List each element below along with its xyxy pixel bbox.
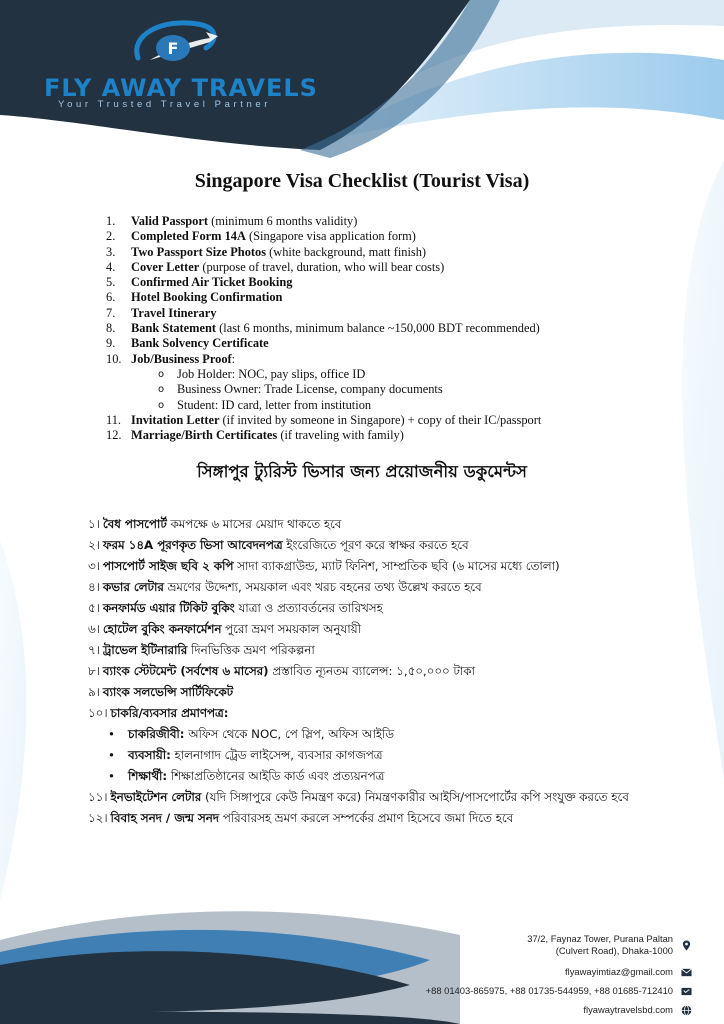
item-title: Job/Business Proof xyxy=(131,351,232,366)
contact-address xyxy=(426,933,692,957)
bangla-item-title: ব্যাংক সলভেন্সি সার্টিফিকেট xyxy=(102,685,234,699)
bangla-item-title: ইনভাইটেশন লেটার xyxy=(110,790,202,804)
checklist-item xyxy=(106,306,706,321)
checklist-item xyxy=(106,336,706,351)
bangla-item xyxy=(88,556,688,577)
checklist-subitem xyxy=(106,398,706,413)
checklist-subitem xyxy=(106,382,706,397)
brand-name: FLY AWAY TRAVELS xyxy=(44,74,318,102)
item-text xyxy=(131,352,235,367)
bangla-item-title: হোটেল বুকিং কনফার্মেশন xyxy=(102,622,222,636)
email-icon xyxy=(681,967,692,978)
bangla-item xyxy=(88,661,688,682)
item-text xyxy=(131,306,216,321)
bangla-item xyxy=(88,535,688,556)
bangla-item-title: কভার লেটার xyxy=(102,580,164,594)
globe-icon xyxy=(681,1005,692,1016)
item-title: Valid Passport xyxy=(131,214,208,228)
item-title: Cover Letter xyxy=(131,259,200,274)
subitem-text: Job Holder: NOC, pay slips, office ID xyxy=(177,366,366,381)
bangla-item-title: চাকরি/ব্যবসার প্রমাণপত্র: xyxy=(110,706,229,720)
item-number: 11. xyxy=(106,412,122,427)
bangla-checklist xyxy=(88,514,688,829)
item-title: Invitation Letter xyxy=(131,412,220,427)
bangla-item-number: ১২। xyxy=(88,811,108,825)
bangla-item xyxy=(88,577,688,598)
item-number: 4. xyxy=(106,259,116,274)
checklist-subitem xyxy=(106,367,706,382)
bangla-subitem-detail: অফিস থেকে NOC, পে স্লিপ, অফিস আইডি xyxy=(184,727,394,741)
checklist-item xyxy=(106,275,706,290)
subitem-text: Student: ID card, letter from institution xyxy=(177,397,372,412)
bangla-item-number: ৪। xyxy=(88,580,100,594)
item-title: Confirmed Air Ticket Booking xyxy=(131,275,293,290)
logo-letter: F xyxy=(167,39,179,58)
bangla-subitem-title: ব্যবসায়ী: xyxy=(128,748,171,762)
bangla-item-detail: পুরো ভ্রমণ সময়কাল অনুযায়ী xyxy=(221,622,361,636)
bangla-item-detail: ভ্রমণের উদ্দেশ্য, সময়কাল এবং খরচ বহনের তথ্য উল্লেখ করতে হবে xyxy=(163,580,482,594)
checklist-item xyxy=(106,245,706,260)
bangla-item-title: বৈধ পাসপোর্ট xyxy=(102,517,167,531)
checklist-item xyxy=(106,229,706,244)
phones-text: +88 01403-865975, +88 01735-544959, +88 01685-712410 xyxy=(425,985,673,996)
bangla-item-detail: যাত্রা ও প্রত্যাবর্তনের তারিখসহ xyxy=(234,601,383,615)
item-title: Bank Solvency Certificate xyxy=(131,336,269,351)
checklist-item xyxy=(106,428,706,443)
bangla-item-number: ১১। xyxy=(88,790,108,804)
bangla-item-number: ২। xyxy=(88,538,100,552)
contact-website xyxy=(426,1004,692,1016)
bangla-item-number: ৮। xyxy=(88,664,100,678)
sub-bullet: o xyxy=(158,368,165,380)
item-detail: (if invited by someone in Singapore) + copy of their IC/passport xyxy=(219,412,542,427)
item-text xyxy=(131,260,444,275)
item-number: 6. xyxy=(106,290,116,305)
checklist-item xyxy=(106,214,706,229)
item-title: Travel Itinerary xyxy=(131,305,217,320)
email-text: flyawayimtiaz@gmail.com xyxy=(565,966,673,977)
bangla-item xyxy=(88,787,688,808)
item-title: Hotel Booking Confirmation xyxy=(131,290,283,305)
checklist-title: Singapore Visa Checklist (Tourist Visa) xyxy=(194,170,530,192)
bangla-item-number: ৬। xyxy=(88,622,100,636)
bangla-item-title: ব্যাংক স্টেটমেন্ট (সর্বশেষ ৬ মাসের) xyxy=(102,664,269,678)
bangla-item-number: ১০। xyxy=(88,706,108,720)
item-number: 5. xyxy=(106,275,116,290)
bangla-item-title: ফরম ১৪A পূরণকৃত ভিসা আবেদনপত্র xyxy=(102,538,283,552)
item-detail: (minimum 6 months validity) xyxy=(208,214,358,228)
item-detail: (purpose of travel, duration, who will bear costs) xyxy=(199,259,445,274)
contact-block xyxy=(426,933,692,1016)
item-title: Marriage/Birth Certificates xyxy=(131,428,278,443)
item-text xyxy=(131,245,426,260)
item-text xyxy=(131,321,540,336)
item-title: Two Passport Size Photos xyxy=(131,244,267,259)
item-text xyxy=(131,214,357,229)
sub-bullet: • xyxy=(108,769,115,783)
bangla-item-title: বিবাহ সনদ / জন্ম সনদ xyxy=(110,811,219,825)
bangla-item-number: ৭। xyxy=(88,643,100,657)
item-detail: (if traveling with family) xyxy=(277,428,404,443)
bangla-subitem xyxy=(88,766,688,787)
bangla-item xyxy=(88,619,688,640)
item-number: 2. xyxy=(106,229,116,244)
checklist-item xyxy=(106,260,706,275)
bangla-item-detail: পরিবারসহ ভ্রমণ করলে সম্পর্কের প্রমাণ হিসেবে জমা দিতে হবে xyxy=(218,811,514,825)
checklist-item xyxy=(106,413,706,428)
bangla-item-number: ৫। xyxy=(88,601,100,615)
sub-bullet: • xyxy=(108,727,115,741)
bangla-item-detail: ইংরেজিতে পূরণ করে স্বাক্ষর করতে হবে xyxy=(282,538,469,552)
bangla-item xyxy=(88,682,688,703)
item-title: Bank Statement xyxy=(131,321,217,336)
phone-icon xyxy=(681,986,692,997)
bangla-subitem xyxy=(88,745,688,766)
bangla-item-detail: সাদা ব্যাকগ্রাউন্ড, ম্যাট ফিনিশ, সাম্প্রতিক ছবি (৬ মাসের মধ্যে তোলা) xyxy=(233,559,560,573)
brand-tagline: Your Trusted Travel Partner xyxy=(58,99,272,110)
item-detail: (last 6 months, minimum balance ~150,000 BDT recommended) xyxy=(216,321,540,336)
item-detail: (Singapore visa application form) xyxy=(245,229,416,244)
bangla-subitem-title: শিক্ষার্থী: xyxy=(128,769,168,783)
location-pin-icon xyxy=(681,940,692,951)
item-number: 12. xyxy=(106,428,122,443)
checklist-item xyxy=(106,290,706,305)
item-number: 3. xyxy=(106,244,116,259)
bangla-checklist-title: সিঙ্গাপুর ট্যুরিস্ট ভিসার জন্য প্রয়োজনীয় ডকুমেন্টস xyxy=(197,462,527,481)
bangla-item xyxy=(88,514,688,535)
bangla-item-detail: প্রস্তাবিত ন্যূনতম ব্যালেন্স: ১,৫০,০০০ টাকা xyxy=(268,664,475,678)
item-text xyxy=(131,413,541,428)
item-detail: (white background, matt finish) xyxy=(266,244,427,259)
website-text: flyawaytravelsbd.com xyxy=(583,1004,673,1015)
item-number: 9. xyxy=(106,336,116,351)
item-number: 8. xyxy=(106,321,116,336)
bangla-item xyxy=(88,703,688,724)
item-text xyxy=(131,336,269,351)
english-checklist xyxy=(106,214,706,443)
bangla-subitem-detail: হালনাগাদ ট্রেড লাইসেন্স, ব্যবসার কাগজপত্র xyxy=(170,748,383,762)
subitem-text: Business Owner: Trade License, company documents xyxy=(177,382,443,397)
item-text xyxy=(131,275,292,290)
item-number: 7. xyxy=(106,305,116,320)
bangla-item xyxy=(88,598,688,619)
bangla-item-title: কনফার্মড এয়ার টিকিট বুকিং xyxy=(102,601,235,615)
bangla-item-detail: (যদি সিঙ্গাপুরে কেউ নিমন্ত্রণ করে) নিমন্ত্রণকারীর আইসি/পাসপোর্টের কপি সংযুক্ত করতে হবে xyxy=(201,790,629,804)
bangla-item-detail: দিনভিত্তিক ভ্রমণ পরিকল্পনা xyxy=(187,643,315,657)
checklist-item xyxy=(106,321,706,336)
sub-bullet: o xyxy=(158,399,165,411)
checklist-item xyxy=(106,352,706,367)
bangla-subitem-detail: শিক্ষাপ্রতিষ্ঠানের আইডি কার্ড এবং প্রত্যয়নপত্র xyxy=(167,769,385,783)
item-detail: : xyxy=(231,351,236,366)
bangla-item xyxy=(88,808,688,829)
contact-phones xyxy=(426,985,692,997)
address-line-2: (Culvert Road), Dhaka-1000 xyxy=(555,945,673,956)
contact-email xyxy=(426,966,692,978)
sub-bullet: • xyxy=(108,748,115,762)
bangla-item xyxy=(88,640,688,661)
bangla-item-title: ট্রাভেল ইটিনারারি xyxy=(102,643,188,657)
item-text xyxy=(131,229,416,244)
item-number: 1. xyxy=(106,214,116,228)
bangla-item-detail: কমপক্ষে ৬ মাসের মেয়াদ থাকতে হবে xyxy=(166,517,342,531)
bangla-item-number: ১। xyxy=(88,517,100,531)
item-text xyxy=(131,290,282,305)
bangla-item-number: ৩। xyxy=(88,559,100,573)
item-text xyxy=(131,428,404,443)
bangla-item-title: পাসপোর্ট সাইজ ছবি ২ কপি xyxy=(102,559,234,573)
item-number: 10. xyxy=(106,351,122,366)
bangla-item-number: ৯। xyxy=(88,685,100,699)
sub-bullet: o xyxy=(158,384,165,396)
address-line-1: 37/2, Faynaz Tower, Purana Paltan xyxy=(527,933,673,944)
bangla-subitem xyxy=(88,724,688,745)
bangla-subitem-title: চাকরিজীবী: xyxy=(128,727,185,741)
item-title: Completed Form 14A xyxy=(131,229,246,244)
